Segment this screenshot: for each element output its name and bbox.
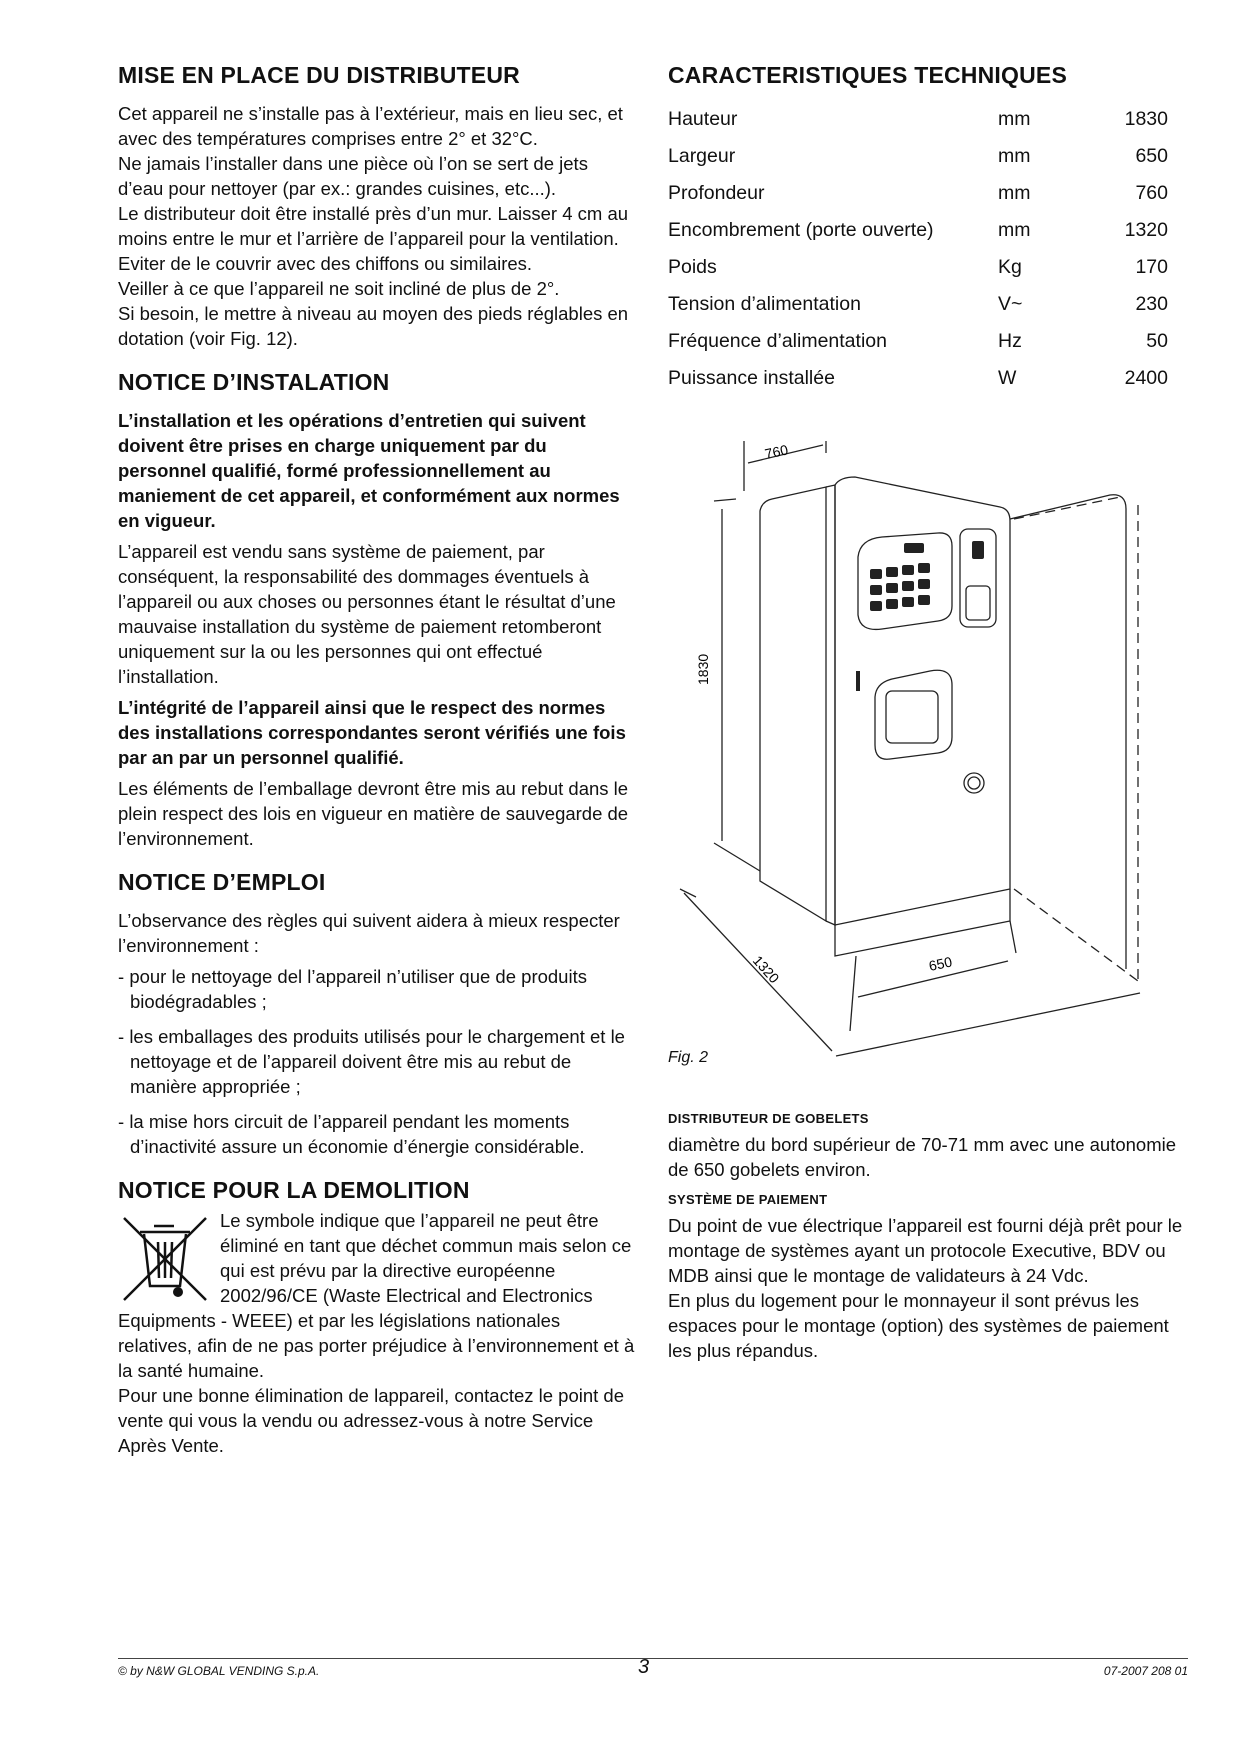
installation-paragraph-2: Les éléments de l’emballage devront être mis au rebut dans le plein respect des lois en vigueur en matière de sauvegarde de l’environnement. — [118, 778, 629, 849]
dim-open-label: 1320 — [749, 952, 783, 987]
right-column — [668, 62, 1188, 1363]
section-title-specs: CARACTERISTIQUES TECHNIQUES — [668, 62, 1067, 88]
spec-label: Hauteur — [668, 108, 738, 130]
specs-table — [668, 101, 1168, 397]
spec-value: 2400 — [1124, 367, 1168, 389]
spec-label: Puissance installée — [668, 367, 835, 389]
spec-label: Profondeur — [668, 182, 765, 204]
section-title-notice-installation: NOTICE D’INSTALATION — [118, 369, 390, 395]
emploi-intro: L’observance des règles qui suivent aidera à mieux respecter l’environnement : — [118, 910, 620, 956]
footer-code: 07-2007 208 01 — [1103, 1664, 1188, 1678]
payment-text: Du point de vue électrique l’appareil est fourni déjà prêt pour le montage de systèmes ayant un protocole Executive, BDV ou MDB ainsi que le montage de validateurs à 24 Vdc. En plus du logement pour le monnayeur il sont prévus les espaces pour le montage (option) des systèmes de paiement les plus répandus. — [668, 1215, 1183, 1361]
table-row — [668, 286, 1168, 323]
cups-text: diamètre du bord supérieur de 70-71 mm avec une autonomie de 650 gobelets environ. — [668, 1134, 1177, 1180]
spec-label: Tension d’alimentation — [668, 293, 861, 315]
table-row — [668, 138, 1168, 175]
installation-warning-1: L’installation et les opérations d’entretien qui suivent doivent être prises en charge uniquement par du personnel qualifié, formé professionnellement au maniement de cet appareil, et conformément aux normes en vigueur. — [118, 410, 620, 531]
spec-value: 230 — [1135, 293, 1168, 315]
spec-unit: Kg — [998, 256, 1022, 278]
spec-unit: W — [998, 367, 1017, 389]
installation-paragraph-1: L’appareil est vendu sans système de paiement, par conséquent, la responsabilité des dommages éventuels à l’appareil ou aux choses ou personnes étant le résultat d’une mauvaise installation du système de paiement retomberont uniquement sur la ou les personnes qui ont effectué l’installation. — [118, 541, 616, 687]
spec-unit: V~ — [998, 293, 1023, 315]
spec-value: 1830 — [1124, 108, 1168, 130]
page-number: 3 — [638, 1656, 650, 1678]
spec-unit: mm — [998, 108, 1031, 130]
spec-value: 1320 — [1124, 219, 1168, 241]
figure-dimensions — [660, 401, 1200, 1101]
table-row — [668, 212, 1168, 249]
dim-depth-label: 760 — [763, 441, 790, 462]
table-row — [668, 249, 1168, 286]
spec-unit: mm — [998, 145, 1031, 167]
demolition-block — [118, 1208, 638, 1458]
spec-label: Encombrement (porte ouverte) — [668, 219, 934, 241]
spec-unit: mm — [998, 182, 1031, 204]
installation-warning-2: L’intégrité de l’appareil ainsi que le respect des normes des installations correspondantes seront vérifiés une fois par an par un personnel qualifié. — [118, 697, 626, 768]
spec-unit: mm — [998, 219, 1031, 241]
table-row — [668, 360, 1168, 397]
demolition-text: Le symbole indique que l’appareil ne peut être éliminé en tant que déchet commun mais selon ce qui est prévu par la directive européenne 2002/96/CE (Waste Electrical and Electronics Equipments - WEEE) et par les législations nationales relatives, afin de ne pas porter préjudice à l’environnement et à la santé humaine. Pour une bonne élimination de lappareil, contactez le point de vente qui vous la vendu ou adressez-vous à notre Service Après Vente. — [118, 1210, 635, 1456]
weee-bin-icon — [118, 1212, 212, 1306]
footer-copyright: © by N&W GLOBAL VENDING S.p.A. — [118, 1664, 320, 1678]
list-item: - les emballages des produits utilisés pour le chargement et le nettoyage et de l’appareil doivent être mis au rebut de manière appropriée ; — [118, 1024, 638, 1099]
spec-label: Largeur — [668, 145, 736, 167]
section-title-demolition: NOTICE POUR LA DEMOLITION — [118, 1177, 470, 1203]
footer-divider — [118, 1658, 1188, 1659]
spec-unit: Hz — [998, 330, 1022, 352]
table-row — [668, 101, 1168, 138]
list-item: - pour le nettoyage del l’appareil n’utiliser que de produits biodégradables ; — [118, 964, 638, 1014]
list-item: - la mise hors circuit de l’appareil pendant les moments d’inactivité assure un économie d’énergie considérable. — [118, 1109, 638, 1159]
spec-value: 650 — [1135, 145, 1168, 167]
spec-label: Fréquence d’alimentation — [668, 330, 887, 352]
figure-label: Fig. 2 — [668, 1049, 709, 1066]
section-title-installation: MISE EN PLACE DU DISTRIBUTEUR — [118, 62, 520, 88]
spec-value: 50 — [1146, 330, 1168, 352]
spec-label: Poids — [668, 256, 717, 278]
dim-width-label: 650 — [927, 953, 954, 974]
emploi-list — [118, 964, 638, 1159]
spec-value: 760 — [1135, 182, 1168, 204]
table-row — [668, 323, 1168, 360]
left-column — [118, 62, 638, 1458]
vending-machine-drawing — [660, 401, 1200, 1101]
payment-title: SYSTÈME DE PAIEMENT — [668, 1192, 828, 1207]
installation-text: Cet appareil ne s’installe pas à l’extérieur, mais en lieu sec, et avec des températures comprises entre 2° et 32°C. Ne jamais l’installer dans une pièce où l’on se sert de jets d’eau pour nettoyer (par ex.: grandes cuisines, etc...). Le distributeur doit être installé près d’un mur. Laisser 4 cm au moins entre le mur et l’arrière de l’appareil pour la ventilation. Eviter de le couvrir avec des chiffons ou similaires. Veiller à ce que l’appareil ne soit incliné de plus de 2°. Si besoin, le mettre à niveau au moyen des pieds réglables en dotation (voir Fig. 12). — [118, 103, 629, 349]
dim-height-label: 1830 — [695, 653, 711, 685]
table-row — [668, 175, 1168, 212]
section-title-notice-emploi: NOTICE D’EMPLOI — [118, 869, 326, 895]
cups-title: DISTRIBUTEUR DE GOBELETS — [668, 1111, 869, 1126]
spec-value: 170 — [1135, 256, 1168, 278]
